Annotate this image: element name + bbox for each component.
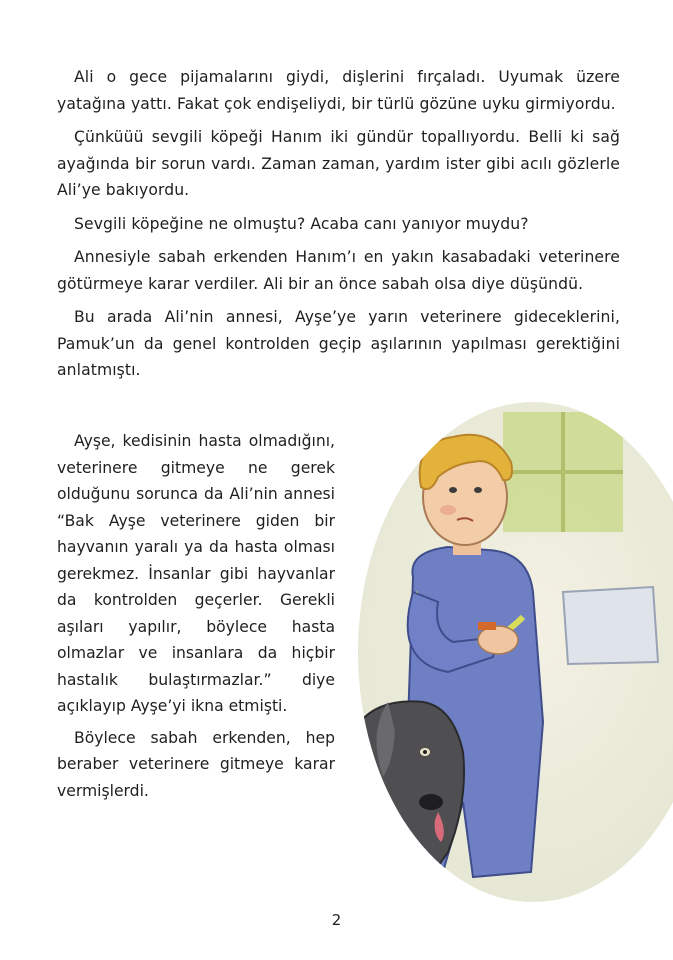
paragraph: Annesiyle sabah erkenden Hanım’ı en yakın kasabadaki veterinere götürmeye karar verdiler. Ali bir an önce sabah olsa diye düşündü.	[57, 248, 620, 293]
paragraph: Ali o gece pijamalarını giydi, dişlerini fırçaladı. Uyumak üzere yatağına yattı. Fakat çok endişeliydi, bir türlü gözüne uyku girmiyordu.	[57, 68, 620, 113]
dog-shape	[353, 701, 464, 902]
paragraph: Sevgili köpeğine ne olmuştu? Acaba canı yanıyor muydu?	[74, 214, 529, 233]
wrapped-text	[57, 428, 335, 809]
paragraph: Ayşe, kedisinin hasta olmadığını, veterinere gitmeye ne gerek olduğunu sorunca da Ali’nin annesi “Bak Ayşe veterinere giden bir hayvanın yaralı ya da hasta olması gerekmez. İnsanlar gibi hayvanlar da kontrolden geçerler. Gerekli aşıları yapılır, böylece hasta olmazlar ve insanlara da hiçbir hastalık bulaştırmazlar.” diye açıklayıp Ayşe’yi ikna etmişti.	[57, 432, 335, 715]
main-text	[57, 64, 620, 391]
paragraph: Çünküüü sevgili köpeği Hanım iki gündür topallıyordu. Belli ki sağ ayağında bir sorun vardı. Zaman zaman, yardım ister gibi acılı gözlerle Ali’ye bakıyordu.	[57, 128, 620, 199]
hands-shape	[478, 626, 518, 654]
boy-and-dog-illustration	[353, 402, 673, 902]
page-number: 2	[331, 911, 342, 929]
paragraph: Böylece sabah erkenden, hep beraber veterinere gitmeye karar vermişlerdi.	[57, 728, 335, 800]
sink-shape	[563, 587, 658, 664]
paragraph: Bu arada Ali’nin annesi, Ayşe’ye yarın veterinere gideceklerini, Pamuk’un da genel kontrolden geçip aşılarının yapılması gerektiğini anlatmıştı.	[57, 308, 620, 379]
